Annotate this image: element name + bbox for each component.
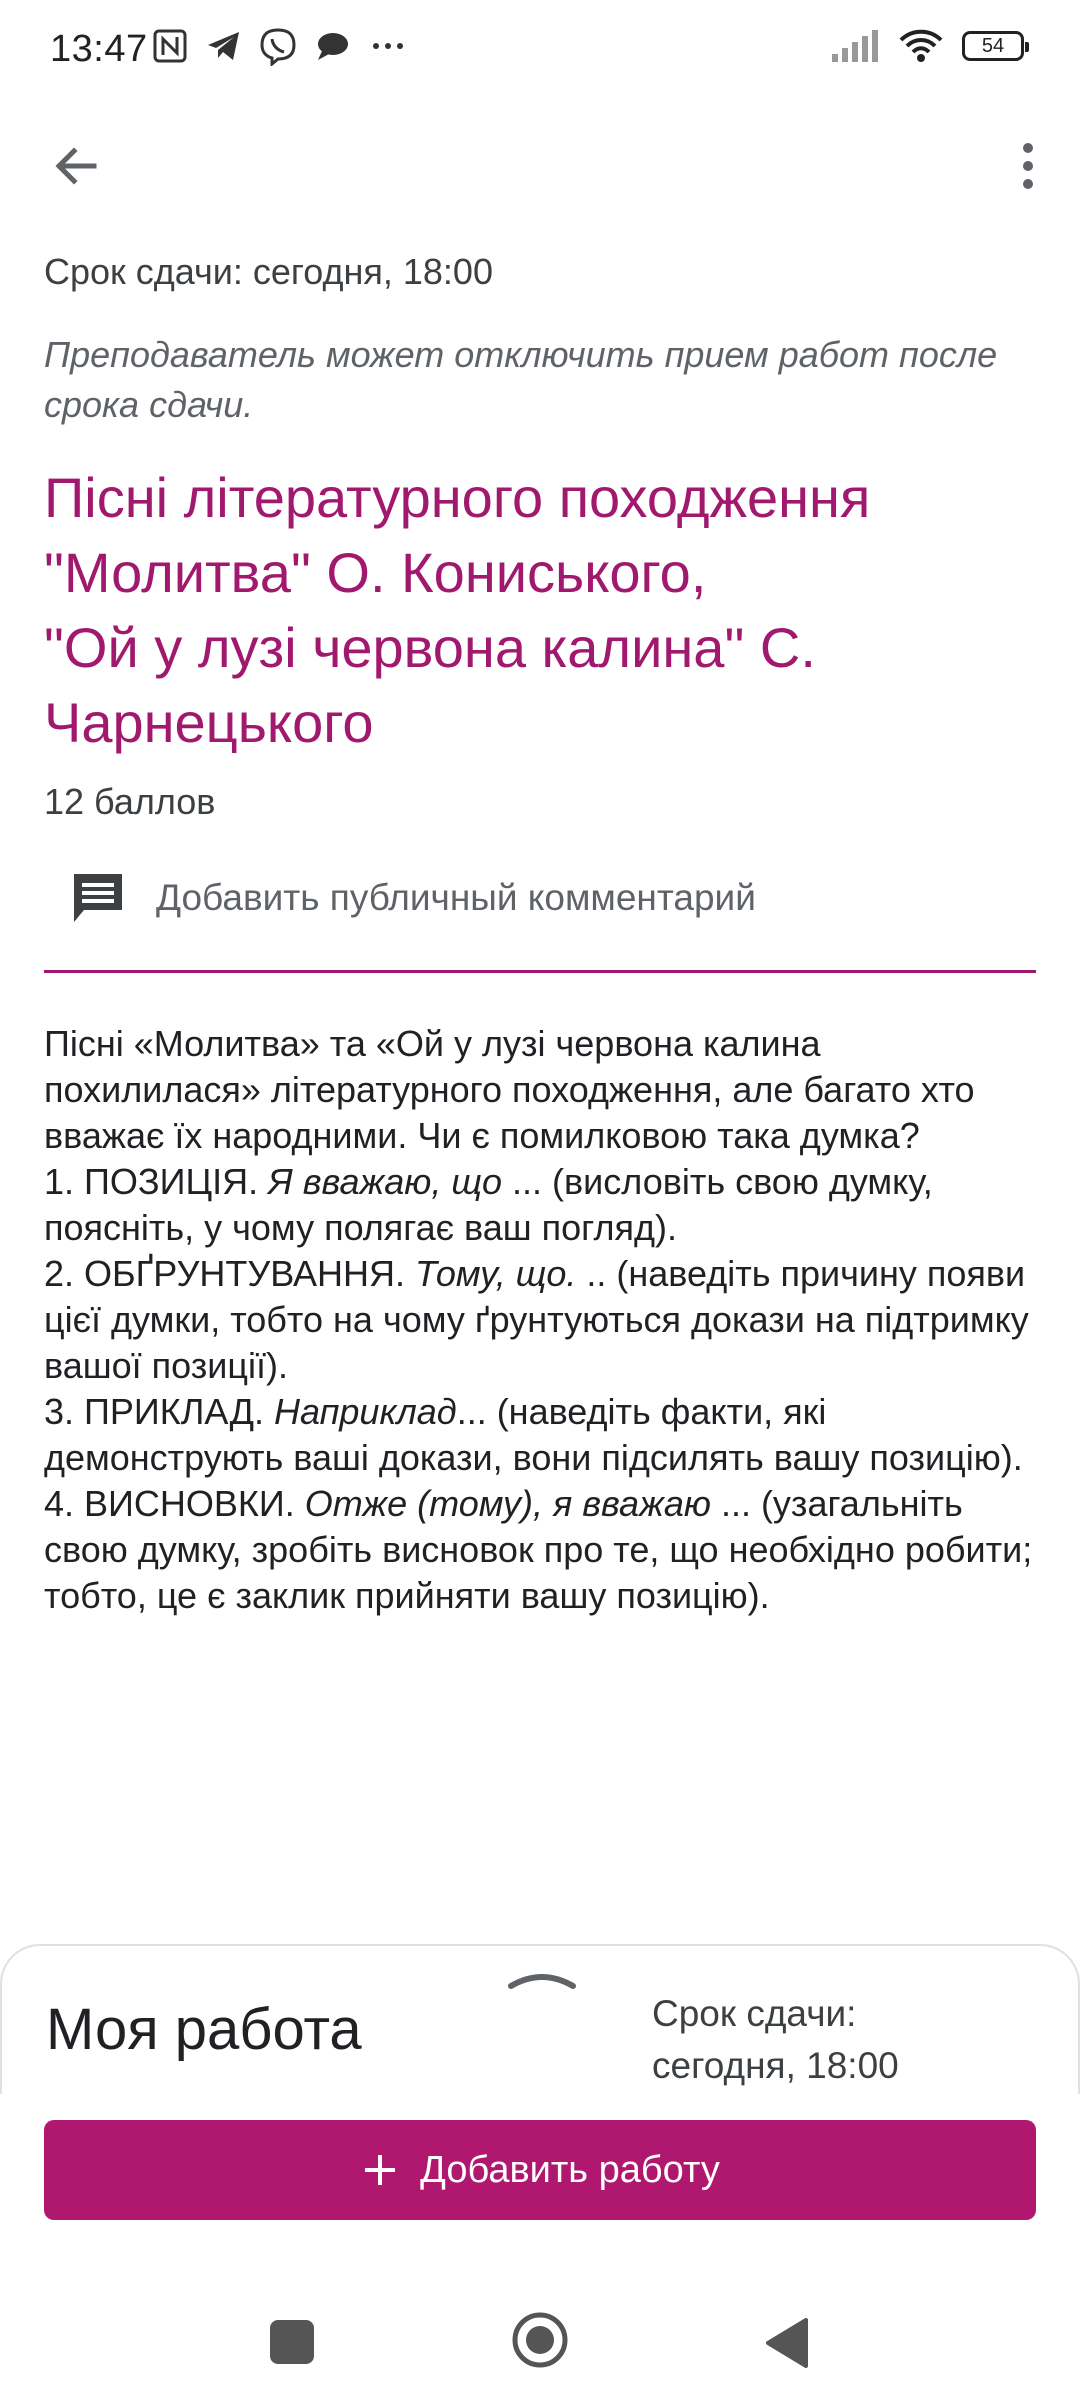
item-prefix: 2. ОБҐРУНТУВАННЯ.: [44, 1253, 416, 1294]
nav-back-button[interactable]: [762, 2316, 812, 2370]
item-italic: Тому, що.: [415, 1253, 577, 1294]
assignment-title-line: "Ой у лузі червона калина" С. Чарнецького: [44, 616, 816, 754]
plus-icon: [360, 2150, 400, 2190]
chevron-up-icon[interactable]: [507, 1964, 577, 1994]
add-public-comment-button[interactable]: [44, 850, 1036, 946]
chat-icon: [312, 26, 352, 66]
description-intro: Пісні «Молитва» та «Ой у лузі червона калина похилилася» літературного походження, але багато хто вважає їх народними. Чи є помилковою така думка?: [44, 1023, 975, 1156]
add-work-button[interactable]: [44, 2120, 1036, 2220]
item-prefix: 4. ВИСНОВКИ.: [44, 1483, 305, 1524]
assignment-description: [44, 1021, 1044, 1619]
recents-button[interactable]: [270, 2320, 314, 2364]
my-work-due-value: сегодня, 18:00: [652, 2045, 899, 2086]
item-rest: ... (узагальніть свою думку, зробіть висновок про те, що необхідно робити; тобто, це є заклик прийняти вашу позицію).: [44, 1483, 1033, 1616]
signal-icon: [830, 28, 880, 64]
item-italic: Я вважаю, що: [268, 1161, 503, 1202]
item-rest: ... (висловіть свою думку, поясніть, у чому полягає ваш погляд).: [44, 1161, 933, 1248]
due-date: Срок сдачи: сегодня, 18:00: [44, 251, 493, 292]
battery-icon: [962, 31, 1024, 61]
my-work-title: Моя работа: [46, 1997, 362, 2062]
notification-icons: [150, 26, 410, 66]
description-item: [44, 1251, 1044, 1389]
description-item: [44, 1389, 1044, 1481]
item-prefix: 3. ПРИКЛАД.: [44, 1391, 274, 1432]
home-button[interactable]: [510, 2310, 570, 2370]
description-item: [44, 1159, 1044, 1251]
item-italic: Наприклад: [273, 1391, 457, 1432]
assignment-title-line: "Молитва" О. Кониського,: [44, 541, 707, 604]
comment-icon: [68, 868, 128, 928]
item-italic: Отже (тому), я вважаю: [304, 1483, 711, 1524]
add-public-comment-label: Добавить публичный комментарий: [156, 877, 756, 918]
assignment-title: [44, 460, 1036, 760]
system-nav-bar: [0, 2280, 1080, 2400]
system-status-icons: [830, 28, 1024, 64]
assignment-title-line: Пісні літературного походження: [44, 466, 871, 529]
status-bar: [0, 0, 1080, 104]
my-work-sheet[interactable]: [0, 1944, 1080, 2094]
wifi-icon: [898, 28, 944, 64]
divider: [44, 970, 1036, 973]
nfc-icon: [150, 26, 190, 66]
my-work-due: [652, 1988, 952, 2092]
viber-icon: [258, 26, 298, 66]
item-prefix: 1. ПОЗИЦІЯ.: [44, 1161, 269, 1202]
item-rest: .. (наведіть причину появи цієї думки, тобто на чому ґрунтуються докази на підтримку вашої позиції).: [44, 1253, 1029, 1386]
add-work-label: Добавить работу: [420, 2148, 720, 2191]
points-value: 12 баллов: [44, 781, 216, 822]
assignment-details: [44, 248, 1036, 1619]
description-item: [44, 1481, 1044, 1619]
telegram-icon: [204, 26, 244, 66]
app-toolbar: [0, 110, 1080, 220]
item-rest: ... (наведіть факти, які демонструють ваші докази, вони підсилять вашу позицію).: [44, 1391, 1023, 1478]
arrow-back-icon[interactable]: [44, 134, 108, 198]
more-vert-icon[interactable]: [996, 134, 1060, 198]
my-work-due-label: Срок сдачи:: [652, 1993, 857, 2034]
late-submission-warning: Преподаватель может отключить прием работ после срока сдачи.: [44, 334, 998, 425]
more-dots-icon: [366, 26, 410, 66]
status-time: 13:47: [50, 28, 148, 70]
battery-level: 54: [981, 34, 1005, 57]
